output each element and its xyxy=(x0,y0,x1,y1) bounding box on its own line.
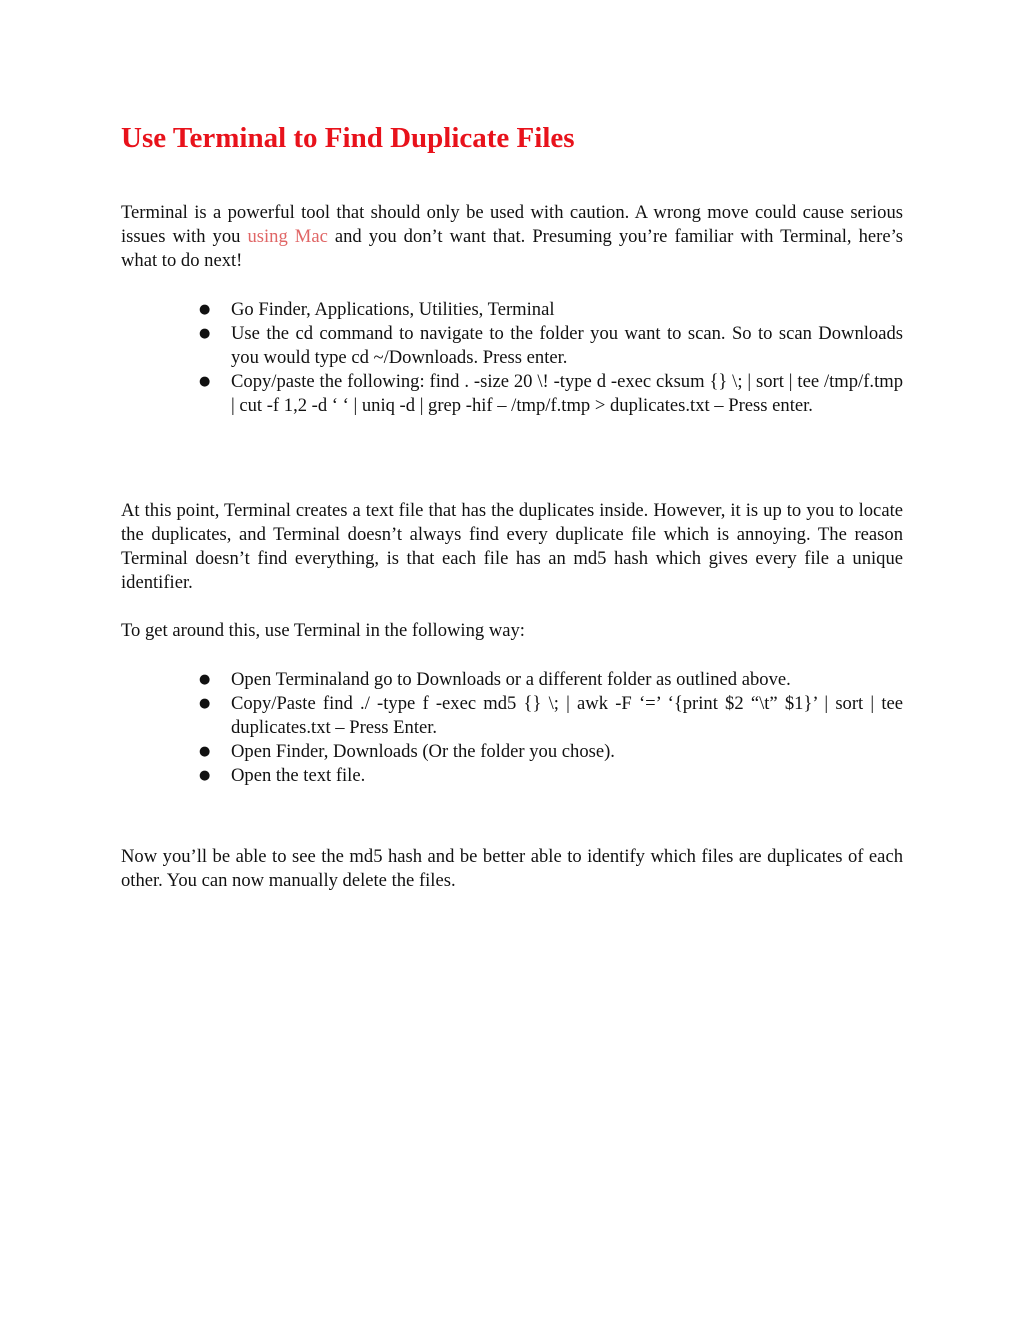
body-paragraph: At this point, Terminal creates a text file that has the duplicates inside. However, it is up to you to locate the duplicates, and Terminal doesn’t always find every duplicate file which is annoying. The reason Terminal doesn’t find everything, is that each file has an md5 hash which gives every file a unique identifier. xyxy=(121,500,903,593)
list-item xyxy=(121,740,903,764)
list-item xyxy=(121,298,903,322)
bullet-icon: ● xyxy=(199,302,211,317)
body-paragraph: To get around this, use Terminal in the following way: xyxy=(121,620,525,641)
intro-text-start: Terminal is a powerful tool that should only be used with caution. A wrong move could cause serious issues with you xyxy=(121,202,903,247)
bullet-icon: ● xyxy=(199,696,211,711)
list-item xyxy=(121,322,903,370)
bullet-icon: ● xyxy=(199,744,211,759)
using-mac-link[interactable]: using Mac xyxy=(247,226,328,247)
list-item-text: Copy/paste the following: find . -size 20 \! -type d -exec cksum {} \; | sort | tee /tmp/f.tmp | cut -f 1,2 -d ‘ ‘ | uniq -d | grep -hif – /tmp/f.tmp > duplicates.txt – Press enter. xyxy=(231,371,903,416)
bullet-icon: ● xyxy=(199,768,211,783)
page-title: Use Terminal to Find Duplicate Files xyxy=(121,122,575,154)
steps-list xyxy=(121,298,903,418)
bullet-icon: ● xyxy=(199,326,211,341)
list-item-text: Open the text file. xyxy=(231,765,366,786)
list-item-text: Use the cd command to navigate to the folder you want to scan. So to scan Downloads you would type cd ~/Downloads. Press enter. xyxy=(231,323,903,368)
intro-paragraph xyxy=(121,201,903,273)
list-item xyxy=(121,692,903,740)
list-item xyxy=(121,764,903,788)
duplicates-paragraph xyxy=(121,499,903,595)
list-item-text: Open Terminaland go to Downloads or a different folder as outlined above. xyxy=(231,669,791,690)
conclusion-paragraph xyxy=(121,845,903,893)
bullet-icon: ● xyxy=(199,672,211,687)
list-item-text: Open Finder, Downloads (Or the folder you chose). xyxy=(231,741,615,762)
list-item-text: Go Finder, Applications, Utilities, Terminal xyxy=(231,299,555,320)
workaround-paragraph xyxy=(121,619,903,643)
intro-text-end: and you don’t want that. Presuming you’re familiar with Terminal, here’s what to do next! xyxy=(121,226,903,271)
bullet-icon: ● xyxy=(199,374,211,389)
list-item xyxy=(121,668,903,692)
list-item xyxy=(121,370,903,418)
list-item-text: Copy/Paste find ./ -type f -exec md5 {} \; | awk -F ‘=’ ‘{print $2 “\t” $1}’ | sort | tee duplicates.txt – Press Enter. xyxy=(231,693,903,738)
body-paragraph: Now you’ll be able to see the md5 hash and be better able to identify which files are duplicates of each other. You can now manually delete the files. xyxy=(121,846,903,891)
md5-steps-list xyxy=(121,668,903,788)
